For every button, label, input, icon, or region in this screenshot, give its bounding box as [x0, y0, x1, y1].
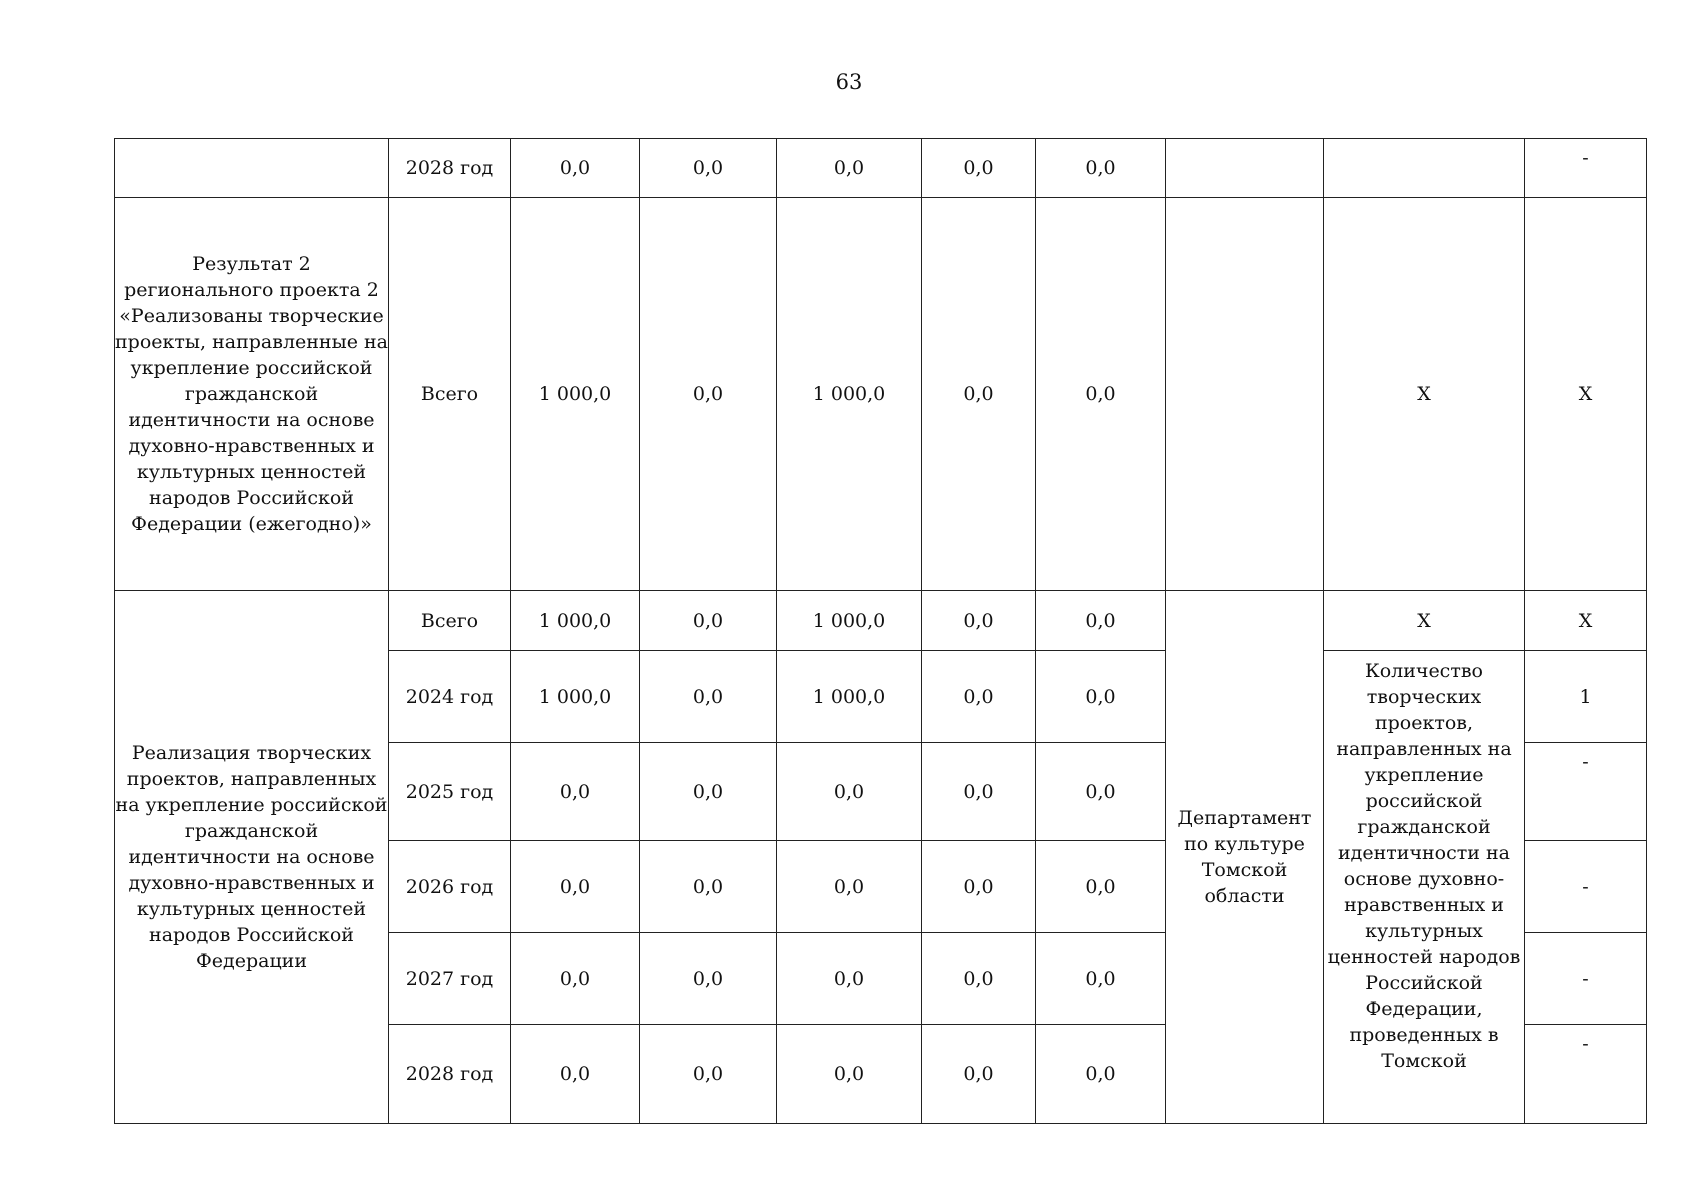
- activity-name-cell: Реализация творческих проектов, направленных на укрепление российской гражданской идентичности на основе духовно-нравственных и культурных ценностей народов Российской Федерации: [115, 591, 389, 1124]
- value-cell: 0,0: [640, 743, 777, 841]
- value-cell: 0,0: [1036, 743, 1166, 841]
- value-cell: 1 000,0: [777, 198, 922, 591]
- value-cell: 1 000,0: [511, 651, 640, 743]
- value-cell: 0,0: [640, 1025, 777, 1124]
- table-row: [115, 198, 1647, 591]
- period-cell: 2028 год: [389, 1025, 511, 1124]
- value-cell: 0,0: [922, 198, 1036, 591]
- result-name-cell: Результат 2 регионального проекта 2 «Реализованы творческие проекты, направленные на укрепление российской гражданской идентичности на основе духовно-нравственных и культурных ценностей народов Российской Федерации (ежегодно)»: [115, 198, 389, 591]
- indicator-value-cell: Х: [1525, 591, 1647, 651]
- value-cell: 0,0: [922, 591, 1036, 651]
- value-cell: 0,0: [1036, 933, 1166, 1025]
- value-cell: 0,0: [922, 933, 1036, 1025]
- indicator-value-cell: -: [1525, 1025, 1647, 1124]
- indicator-cell: [1324, 139, 1525, 198]
- period-cell: 2024 год: [389, 651, 511, 743]
- value-cell: 0,0: [511, 139, 640, 198]
- indicator-value-cell: -: [1525, 933, 1647, 1025]
- value-cell: 0,0: [922, 1025, 1036, 1124]
- executor-cell: [1166, 139, 1324, 198]
- value-cell: 0,0: [640, 139, 777, 198]
- period-cell: Всего: [389, 198, 511, 591]
- indicator-value-cell: -: [1525, 841, 1647, 933]
- indicator-value-cell: -: [1525, 139, 1647, 198]
- executor-cell: [1166, 198, 1324, 591]
- indicator-cell: [1324, 651, 1525, 1124]
- value-cell: 1 000,0: [511, 591, 640, 651]
- indicator-value-cell: -: [1525, 743, 1647, 841]
- value-cell: 1 000,0: [777, 651, 922, 743]
- value-cell: 0,0: [511, 841, 640, 933]
- page-number: 63: [835, 70, 863, 94]
- value-cell: 0,0: [1036, 841, 1166, 933]
- indicator-value-cell: Х: [1525, 198, 1647, 591]
- value-cell: 0,0: [511, 933, 640, 1025]
- value-cell: 0,0: [640, 933, 777, 1025]
- period-cell: Всего: [389, 591, 511, 651]
- table-row: [115, 591, 1647, 651]
- value-cell: 0,0: [640, 841, 777, 933]
- period-cell: 2027 год: [389, 933, 511, 1025]
- budget-table: [114, 138, 1647, 1124]
- indicator-text: Количество творческих проектов, направленных на укрепление российской гражданской идентичности на основе духовно-нравственных и культурных ценностей народов Российской Федерации, проведенных в Томской: [1327, 660, 1521, 1072]
- value-cell: 0,0: [777, 933, 922, 1025]
- value-cell: 0,0: [922, 139, 1036, 198]
- value-cell: 0,0: [511, 1025, 640, 1124]
- value-cell: 0,0: [1036, 198, 1166, 591]
- period-cell: 2026 год: [389, 841, 511, 933]
- table-row: [115, 139, 1647, 198]
- value-cell: 0,0: [1036, 591, 1166, 651]
- value-cell: 0,0: [777, 139, 922, 198]
- value-cell: 0,0: [777, 743, 922, 841]
- value-cell: 0,0: [922, 743, 1036, 841]
- period-cell: 2025 год: [389, 743, 511, 841]
- value-cell: 0,0: [922, 841, 1036, 933]
- name-cell: [115, 139, 389, 198]
- value-cell: 1 000,0: [777, 591, 922, 651]
- value-cell: 0,0: [1036, 1025, 1166, 1124]
- value-cell: 0,0: [1036, 651, 1166, 743]
- value-cell: 0,0: [640, 591, 777, 651]
- value-cell: 0,0: [777, 1025, 922, 1124]
- indicator-value-cell: 1: [1525, 651, 1647, 743]
- value-cell: 0,0: [777, 841, 922, 933]
- indicator-cell: Х: [1324, 198, 1525, 591]
- value-cell: 0,0: [640, 651, 777, 743]
- period-cell: 2028 год: [389, 139, 511, 198]
- executor-cell: Департамент по культуре Томской области: [1166, 591, 1324, 1124]
- value-cell: 0,0: [1036, 139, 1166, 198]
- value-cell: 0,0: [511, 743, 640, 841]
- value-cell: 0,0: [922, 651, 1036, 743]
- indicator-cell: Х: [1324, 591, 1525, 651]
- value-cell: 1 000,0: [511, 198, 640, 591]
- value-cell: 0,0: [640, 198, 777, 591]
